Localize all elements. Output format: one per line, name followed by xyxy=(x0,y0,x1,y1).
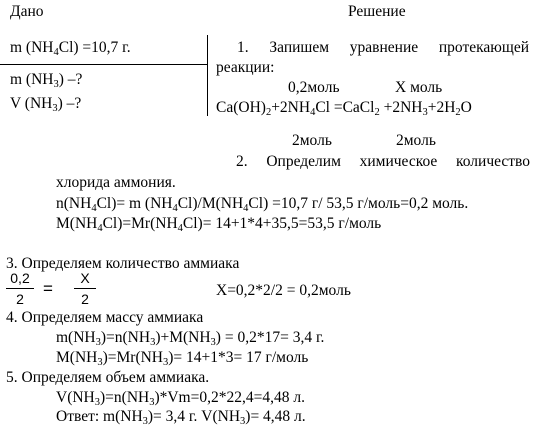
step5-calc-volume: $V(NH_3)=n(NH_3)*Vm=0,2*22,4=4,48$ л. xyxy=(56,389,305,408)
fraction-equals-sign: = xyxy=(43,279,53,298)
step1-line2: реакции: xyxy=(216,59,275,76)
fraction-left-denominator: 2 xyxy=(16,291,24,308)
find-mass: m $(NH_3)$ –? xyxy=(10,71,83,90)
answer-line: Ответ: $m(NH_3)= 3,4$ г. $V(NH_3)= 4,48$ л. xyxy=(56,408,306,427)
given-find-divider xyxy=(0,64,208,65)
step4-calc-molar-mass: $M(NH_3)=Mr(NH_3)= 14+1*3= 17$ г/моль xyxy=(56,349,309,368)
fraction-right-numerator: X xyxy=(80,270,90,286)
fraction-left-bar xyxy=(6,288,34,289)
step5-title: 5. Определяем объем аммиака. xyxy=(6,369,210,386)
step4-title: 4. Определяем массу аммиака xyxy=(6,309,204,326)
step2-calc-amount: $n(NH_4Cl)= m$ $(NH_4Cl)/M(NH_4Cl) =10,7$ г/ 53,5 г/моль=0,2 моль. xyxy=(56,195,469,214)
given-item-mass: m $(NH_4Cl) =10,7$ г. xyxy=(10,39,131,58)
equation-over-left: 0,2моль xyxy=(288,79,340,96)
step2-line2: хлорида аммония. xyxy=(56,174,176,191)
fraction-right xyxy=(74,271,96,306)
fraction-right-bar xyxy=(74,288,96,289)
reaction-equation: $Ca(OH)_2+2NH_4Cl$ =CaCl$_2$ $+2NH_3+2H_2O$ xyxy=(216,99,472,118)
find-volume: V $(NH_3)$ –? xyxy=(10,95,82,114)
equation-over-right: X моль xyxy=(395,79,443,96)
step4-calc-mass: $m(NH_3)=n(NH_3)+M(NH_3) = 0,2*17= 3,4$ г. xyxy=(56,329,325,348)
step3-result: X=0,2*2/2 = 0,2моль xyxy=(216,282,351,299)
step3-title: 3. Определяем количество аммиака xyxy=(6,255,240,272)
given-header: Дано xyxy=(10,3,44,20)
equation-under-left: 2моль xyxy=(292,132,332,149)
fraction-left xyxy=(6,271,34,306)
equation-under-right: 2моль xyxy=(396,132,436,149)
step2-line1: 2. Определим химическое количество xyxy=(236,153,530,170)
given-solution-divider xyxy=(207,35,208,116)
fraction-right-denominator: 2 xyxy=(81,291,89,308)
step2-calc-molar-mass: $M(NH_4Cl)=Mr(NH_4Cl)= 14+1*4+35,5=53,5$ г/моль xyxy=(56,215,382,234)
solution-header: Решение xyxy=(348,3,406,20)
fraction-left-numerator: 0,2 xyxy=(10,270,30,286)
step1-line1: 1. Запишем уравнение протекающей xyxy=(237,39,529,56)
